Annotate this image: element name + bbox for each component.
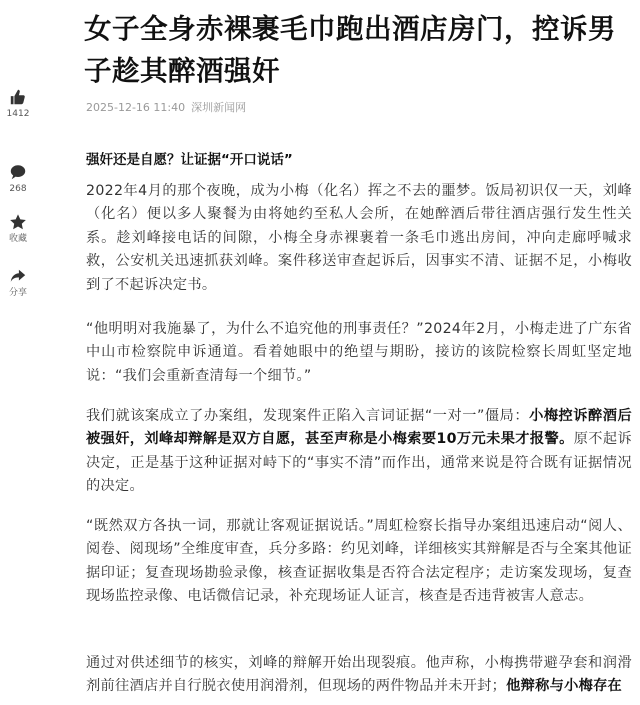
- share-button[interactable]: [0, 267, 36, 299]
- paragraph-3-part-2: 原不起诉决定，正是基于这种证据对峙下的“事实不清”而作出，通常来说是符合既有证据情况的决定。: [86, 431, 632, 495]
- share-label: 分享: [8, 288, 27, 298]
- share-icon: [9, 267, 27, 285]
- like-count: 1412: [6, 109, 30, 119]
- paragraph-3-part-1: 我们就该案成立了办案组，发现案件正陷入言词证据“一对一”僵局：: [86, 408, 530, 424]
- comment-button[interactable]: [0, 163, 36, 195]
- thumbs-up-icon: [9, 88, 27, 106]
- article-action-rail: [0, 0, 36, 705]
- favorite-label: 收藏: [8, 234, 27, 244]
- article-title: 女子全身赤裸裹毛巾跑出酒店房门，控诉男子趁其醉酒强奸: [84, 13, 616, 87]
- paragraph-4: “既然双方各执一词，那就让客观证据说话。”周虹检察长指导办案组迅速启动“阅人、阅卷、阅现场”全维度审查，兵分多路：约见刘峰，详细核实其辩解是否与全案其他证据印证；复查现场勘验录像，核查证据收集是否符合法定程序；走访案发现场，复查现场监控录像、电话微信记录，补充现场证人证言，核查是否违背被害人意志。: [86, 518, 632, 605]
- source-name[interactable]: 深圳新闻网: [191, 101, 247, 114]
- article-meta: [86, 99, 252, 115]
- paragraph-5-emphasis: 他辩称与小梅存在: [506, 678, 623, 695]
- star-icon: [9, 213, 27, 231]
- paragraph-3: [86, 405, 632, 499]
- like-button[interactable]: [0, 88, 36, 120]
- comment-icon: [9, 163, 27, 181]
- paragraph-2: “他明明对我施暴了，为什么不追究他的刑事责任？”2024年2月，小梅走进了广东省中山市检察院申诉通道。看着她眼中的绝望与期盼，接访的该院检察长周虹坚定地说：“我们会重新查清每一个细节。”: [86, 321, 632, 384]
- comment-count: 268: [9, 184, 27, 194]
- paragraph-5-part-1: 通过对供述细节的核实，刘峰的辩解开始出现裂痕。他声称，小梅携带避孕套和润滑剂前往酒店并自行脱衣使用润滑剂，但现场的两件物品并未开封；: [86, 655, 632, 695]
- publish-date: 2025-12-16 11:40: [86, 101, 186, 114]
- paragraph-3-emphasis: 小梅控诉醉酒后被强奸，刘峰却辩解是双方自愿，甚至声称是小梅索要10万元未果才报警。: [86, 408, 632, 448]
- section-subheading: 强奸还是自愿？让证据“开口说话”: [86, 152, 293, 168]
- paragraph-1: 2022年4月的那个夜晚，成为小梅（化名）挥之不去的噩梦。饭局初识仅一天，刘峰（化名）便以多人聚餐为由将她约至私人会所，在她醉酒后带往酒店强行发生性关系。趁刘峰接电话的间隙，小梅全身赤裸裹着一条毛巾逃出房间，冲向走廊呼喊求救，公安机关迅速抓获刘峰。案件移送审查起诉后，因事实不清、证据不足，小梅收到了不起诉决定书。: [86, 183, 632, 293]
- paragraph-5: [86, 652, 632, 699]
- favorite-button[interactable]: [0, 213, 36, 245]
